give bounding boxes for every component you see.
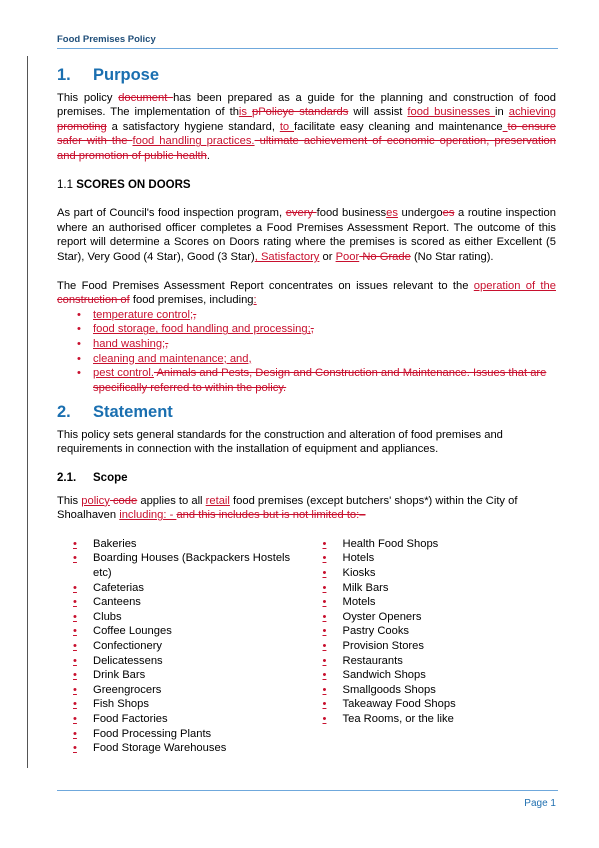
- bullet-icon: •: [73, 654, 77, 667]
- text-run: will assist: [348, 106, 408, 119]
- premises-item: [57, 697, 307, 712]
- deleted-text: ,: [193, 308, 197, 321]
- statement-heading: [57, 405, 556, 420]
- bullet-icon: •: [73, 581, 77, 594]
- bullet-icon: •: [322, 625, 327, 638]
- premises-label: Canteens: [93, 596, 141, 609]
- issue-item: [77, 366, 556, 395]
- premises-label: Coffee Lounges: [93, 625, 172, 638]
- premises-item: [57, 595, 307, 610]
- bullet-icon: •: [73, 610, 77, 623]
- premises-item: [57, 624, 307, 639]
- inserted-text: policy: [81, 494, 110, 507]
- premises-item: [57, 668, 307, 683]
- bullet-icon: •: [73, 742, 77, 755]
- text-run: or: [319, 250, 336, 263]
- issues-list: [57, 308, 556, 396]
- inserted-text: :: [253, 294, 257, 307]
- premises-item: [307, 639, 557, 654]
- bullet-icon: •: [73, 712, 77, 725]
- bullet-icon: •: [322, 552, 327, 565]
- premises-label: Hotels: [342, 552, 375, 565]
- premises-label: Greengrocers: [93, 683, 162, 696]
- premises-item: [307, 537, 557, 552]
- purpose-number: 1.: [57, 66, 71, 84]
- premises-item: [57, 712, 307, 727]
- inserted-text: food storage, food handling and processing: [93, 323, 308, 336]
- text-run: in: [495, 106, 509, 119]
- premises-item: [57, 581, 307, 596]
- inserted-text: , Satisfactory: [254, 250, 320, 263]
- issue-item: [77, 322, 556, 337]
- premises-item: [307, 624, 557, 639]
- deleted-text: ultimate achievement of economic operation, preservation and promotion of public health: [57, 135, 556, 162]
- issue-item: [77, 337, 556, 352]
- scores-paragraph: [57, 206, 556, 264]
- text-run: facilitate easy cleaning and maintenance: [294, 120, 503, 133]
- premises-item: [57, 610, 307, 625]
- statement-number: 2.: [57, 403, 71, 422]
- deleted-text: e standards: [288, 106, 349, 119]
- text-run: a routine inspection where an authorised officer completes a Food Premises Assessment Report. The outcome of this report will determine a Scores on Doors rating where the premises is scored as either Excellent (5 Star), Very Good (4 Star), Good (3 Star): [57, 207, 556, 263]
- premises-label: Smallgoods Shops: [342, 683, 436, 696]
- text-run: As part of Council's food inspection program,: [57, 207, 286, 220]
- premises-item: [307, 697, 557, 712]
- premises-item: [307, 551, 557, 566]
- text-run: The Food Premises Assessment Report concentrates on issues relevant to the: [57, 279, 474, 292]
- inserted-text: operation of the: [473, 279, 556, 292]
- premises-label: Restaurants: [342, 654, 403, 667]
- premises-label: Delicatessens: [93, 654, 163, 667]
- scope-title: Scope: [93, 472, 128, 485]
- bullet-icon: •: [322, 712, 327, 725]
- bullet-icon: •: [73, 698, 77, 711]
- premises-item: [57, 537, 307, 552]
- document-body: [57, 62, 556, 756]
- premises-label: Kiosks: [342, 567, 376, 580]
- premises-item: [57, 727, 307, 742]
- premises-label: Provision Stores: [342, 640, 424, 652]
- issue-item: [77, 352, 556, 367]
- deleted-text: ,: [310, 323, 314, 336]
- inserted-text: ;: [190, 308, 194, 321]
- text-run: a satisfactory hygiene standard,: [106, 120, 280, 133]
- inserted-text: hand washing: [93, 337, 163, 350]
- deleted-text: –: [359, 509, 366, 522]
- premises-item: [307, 610, 557, 625]
- purpose-heading: [57, 68, 556, 83]
- text-run: This policy: [57, 91, 119, 104]
- premises-label: Food Processing Plants: [93, 727, 212, 740]
- bullet-icon: •: [322, 669, 327, 682]
- deleted-text: document: [118, 91, 174, 104]
- premises-label: Cafeterias: [93, 581, 144, 594]
- deleted-text: Animals and Pests, Design and Construction and Maintenance. Issues that are specifically referred to within the policy.: [93, 367, 547, 394]
- inserted-text: ;: [162, 337, 166, 350]
- text-run: food premises (except butchers' shops*) within the City of Shoalhaven: [57, 494, 518, 522]
- scores-heading-label: SCORES ON DOORS: [76, 178, 191, 191]
- text-run: .: [206, 149, 210, 162]
- inserted-text: temperature control: [93, 308, 191, 321]
- inserted-text: retail: [205, 494, 230, 507]
- bullet-icon: •: [73, 537, 77, 550]
- inserted-text: including: -: [119, 509, 177, 522]
- premises-label: Clubs: [93, 610, 122, 623]
- bullet-icon: •: [77, 337, 81, 350]
- premises-list-left: [57, 537, 307, 756]
- bullet-icon: •: [73, 727, 77, 740]
- deleted-text: es: [442, 207, 455, 220]
- bullet-icon: •: [322, 683, 327, 696]
- deleted-text: and this includes but is not limited to:: [176, 509, 360, 522]
- premises-label: Milk Bars: [342, 581, 389, 594]
- premises-list-right: [307, 537, 557, 756]
- inserted-text: is: [238, 106, 252, 119]
- premises-label: Motels: [342, 596, 376, 609]
- premises-label: Sandwich Shops: [342, 669, 426, 682]
- bullet-icon: •: [73, 640, 77, 652]
- deleted-text: to ensure safer with the: [57, 120, 556, 148]
- premises-label: Takeaway Food Shops: [342, 698, 456, 711]
- bullet-icon: •: [77, 352, 81, 365]
- premises-item: [57, 551, 307, 580]
- deleted-text: pPolicy: [251, 106, 289, 119]
- text-run: undergo: [397, 207, 443, 220]
- text-run: food business: [316, 207, 387, 220]
- premises-item: [307, 668, 557, 683]
- premises-label: Boarding Houses (Backpackers Hostels etc): [93, 552, 291, 580]
- bullet-icon: •: [77, 367, 81, 380]
- inserted-text: to: [279, 120, 295, 133]
- premises-item: [57, 654, 307, 669]
- bullet-icon: •: [77, 323, 81, 336]
- premises-item: [307, 581, 557, 596]
- bullet-icon: •: [73, 669, 77, 682]
- text-run: This: [57, 494, 82, 507]
- premises-item: [307, 683, 557, 698]
- bullet-icon: •: [77, 308, 81, 321]
- deleted-text: construction of: [57, 294, 130, 307]
- text-run: (No Star rating).: [410, 250, 494, 263]
- premises-label: Bakeries: [93, 537, 137, 550]
- purpose-title: Purpose: [93, 66, 160, 84]
- premises-item: [307, 566, 557, 581]
- deleted-text: every: [285, 207, 317, 220]
- premises-item: [57, 741, 307, 756]
- inserted-text: es: [386, 207, 398, 220]
- bullet-icon: •: [322, 567, 327, 580]
- deleted-text: No Grade: [359, 250, 411, 263]
- scores-heading: [57, 178, 556, 193]
- header-title: Food Premises Policy: [57, 34, 156, 45]
- premises-label: Drink Bars: [93, 669, 146, 682]
- page-number: Page 1: [524, 798, 556, 809]
- bullet-icon: •: [322, 698, 327, 711]
- bullet-icon: •: [73, 683, 77, 696]
- bullet-icon: •: [73, 596, 77, 609]
- inserted-text: pest control.: [93, 367, 154, 380]
- inserted-text: achieving: [508, 106, 556, 119]
- text-run: has been prepared as a guide for the planning and construction of food premises. The implementation of th: [57, 91, 556, 119]
- bullet-icon: •: [322, 596, 327, 609]
- assessment-paragraph: [57, 279, 556, 308]
- bullet-icon: •: [322, 581, 327, 594]
- text-run: food premises, including: [129, 294, 254, 307]
- premises-item: [307, 712, 557, 727]
- premises-label: Health Food Shops: [342, 537, 439, 550]
- premises-item: [57, 639, 307, 654]
- scores-heading-number: 1.1: [57, 178, 77, 191]
- inserted-text: ;: [307, 323, 311, 336]
- premises-label: Oyster Openers: [342, 610, 422, 623]
- bullet-icon: •: [73, 625, 77, 638]
- statement-paragraph: This policy sets general standards for the construction and alteration of food premises and requirements in connection with the installation of equipment and appliances.: [57, 428, 503, 456]
- premises-label: Fish Shops: [93, 698, 149, 711]
- inserted-text: food handling practices.: [132, 135, 255, 148]
- premises-label: Confectionery: [93, 640, 163, 652]
- revision-bar: [27, 56, 28, 768]
- header-rule: [57, 48, 558, 49]
- premises-label: Pastry Cooks: [342, 625, 410, 638]
- premises-item: [307, 654, 557, 669]
- inserted-text: Poor: [335, 250, 360, 263]
- scope-paragraph: [57, 494, 556, 523]
- inserted-text: cleaning and maintenance; and,: [93, 352, 252, 365]
- premises-label: Food Factories: [93, 712, 168, 725]
- inserted-text: food businesses: [407, 106, 496, 119]
- issue-item: [77, 308, 556, 323]
- statement-title: Statement: [93, 403, 173, 422]
- premises-label: Food Storage Warehouses: [93, 742, 227, 755]
- scope-heading: [57, 471, 556, 486]
- bullet-icon: •: [322, 640, 327, 652]
- bullet-icon: •: [322, 610, 327, 623]
- premises-columns: [57, 537, 556, 756]
- deleted-text: promoting: [57, 120, 107, 133]
- premises-item: [57, 683, 307, 698]
- premises-item: [307, 595, 557, 610]
- bullet-icon: •: [73, 552, 77, 565]
- premises-label: Tea Rooms, or the like: [342, 712, 454, 725]
- bullet-icon: •: [322, 537, 327, 550]
- deleted-text: ,: [165, 337, 169, 350]
- text-run: applies to all: [137, 494, 206, 507]
- bullet-icon: •: [322, 654, 327, 667]
- scope-number: 2.1.: [57, 472, 77, 485]
- deleted-text: code: [109, 494, 138, 507]
- purpose-paragraph: [57, 91, 556, 164]
- footer-rule: [57, 790, 558, 791]
